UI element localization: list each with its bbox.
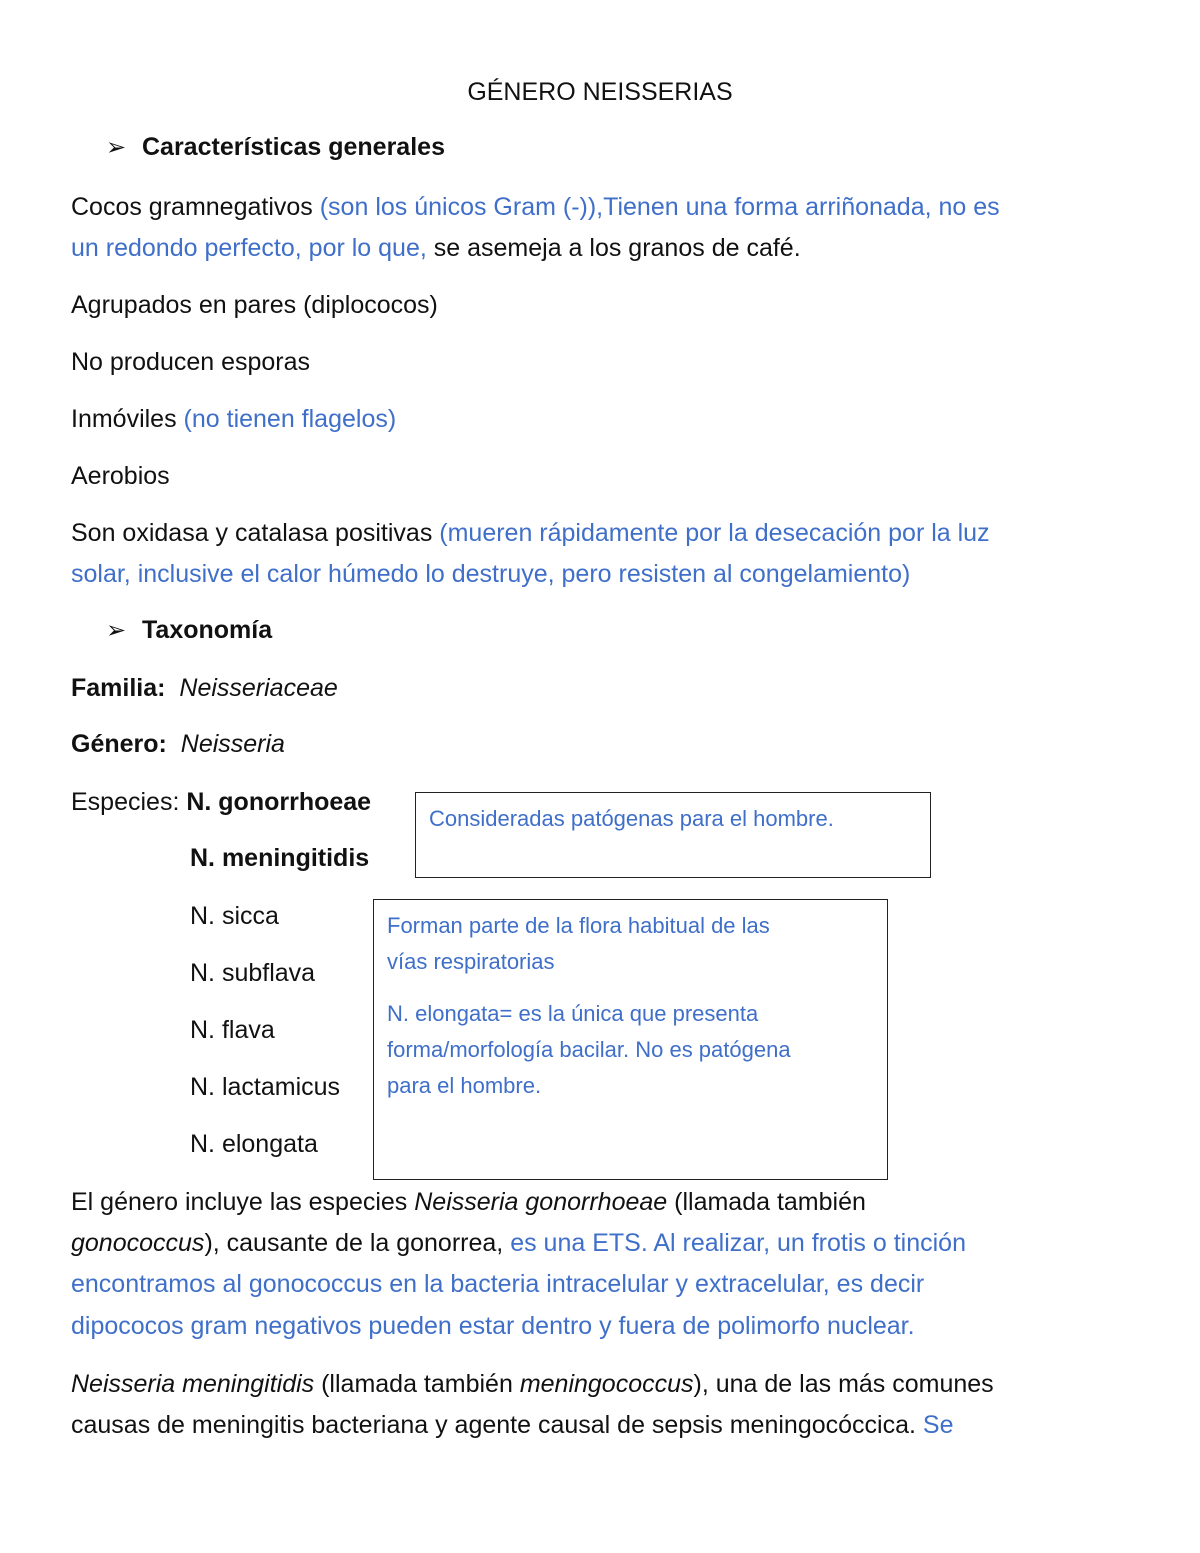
general-p3: No producen esporas <box>71 348 311 376</box>
species-item: N. sicca <box>190 902 279 930</box>
section-heading-general <box>106 133 445 162</box>
text-span: (llamada también <box>667 1188 866 1216</box>
text-span: (llamada también <box>314 1370 520 1398</box>
text-span: ), una de las más comunes <box>693 1370 994 1398</box>
familia-line <box>71 673 338 703</box>
meningo-line1 <box>71 1369 994 1399</box>
especies-line <box>71 787 371 817</box>
text-span: se asemeja a los granos de café. <box>426 234 801 262</box>
general-p1-line1 <box>71 192 1000 222</box>
note-span: es una ETS. Al realizar, un frotis o tinción <box>510 1229 966 1257</box>
note-box-flora-line: vías respiratorias <box>387 949 555 974</box>
general-p5: Aerobios <box>71 462 170 490</box>
note-box-flora-line: Forman parte de la flora habitual de las <box>387 913 770 938</box>
text-span: causas de meningitis bacteriana y agente causal de sepsis meningocóccica. <box>71 1411 923 1439</box>
genero-line <box>71 729 285 759</box>
general-p6-line1 <box>71 518 990 548</box>
note-box-flora-line: forma/morfología bacilar. No es patógena <box>387 1037 791 1062</box>
section-heading-taxonomy <box>106 616 272 645</box>
note-span: (mueren rápidamente por la desecación por la luz <box>439 519 990 547</box>
note-span: (no tienen flagelos) <box>183 405 397 433</box>
text-span: ), causante de la gonorrea, <box>204 1229 511 1257</box>
especies-label: Especies: <box>71 788 187 816</box>
text-span: El género incluye las especies <box>71 1188 415 1216</box>
species-item: N. lactamicus <box>190 1073 341 1101</box>
arrow-bullet-icon: ➢ <box>106 617 127 644</box>
species-name: gonococcus <box>71 1229 205 1257</box>
arrow-bullet-icon: ➢ <box>106 134 127 161</box>
species-item: N. flava <box>190 1016 275 1044</box>
familia-value: Neisseriaceae <box>179 674 338 702</box>
meningo-line2 <box>71 1410 953 1440</box>
general-p6-line2: solar, inclusive el calor húmedo lo destruye, pero resisten al congelamiento) <box>71 560 911 588</box>
gono-line1 <box>71 1187 866 1217</box>
note-box-pathogenic <box>415 792 931 878</box>
genero-value: Neisseria <box>180 730 285 758</box>
note-span: un redondo perfecto, por lo que, <box>71 234 427 262</box>
genero-label: Género: <box>71 730 167 758</box>
text-span: Son oxidasa y catalasa positivas <box>71 519 440 547</box>
text-span: Inmóviles <box>71 405 184 433</box>
species-item: N. meningitidis <box>190 844 370 872</box>
text-span: Cocos gramnegativos <box>71 193 320 221</box>
section-heading-taxonomy-text: Taxonomía <box>142 616 273 644</box>
species-item: N. subflava <box>190 959 316 987</box>
page-title: GÉNERO NEISSERIAS <box>467 78 733 106</box>
note-box-flora-line: N. elongata= es la única que presenta <box>387 1001 759 1026</box>
gono-line4: dipococos gram negativos pueden estar dentro y fuera de polimorfo nuclear. <box>71 1312 915 1340</box>
species-name: Neisseria meningitidis <box>71 1370 315 1398</box>
general-p1-line2 <box>71 233 801 263</box>
note-span: (son los únicos Gram (-)),Tienen una forma arriñonada, no es <box>319 193 1000 221</box>
note-box-pathogenic-text: Consideradas patógenas para el hombre. <box>429 806 834 831</box>
species-name: Neisseria gonorrhoeae <box>414 1188 668 1216</box>
species-item: N. elongata <box>190 1130 318 1158</box>
note-box-flora-line: para el hombre. <box>387 1073 542 1098</box>
familia-label: Familia: <box>71 674 166 702</box>
section-heading-general-text: Características generales <box>142 133 445 161</box>
general-p2: Agrupados en pares (diplococos) <box>71 291 438 319</box>
gono-line3: encontramos al gonococcus en la bacteria intracelular y extracelular, es decir <box>71 1270 925 1298</box>
species-item: N. gonorrhoeae <box>186 788 372 816</box>
note-box-flora <box>373 899 888 1180</box>
general-p4 <box>71 404 396 434</box>
species-name: meningococcus <box>519 1370 694 1398</box>
gono-line2 <box>71 1228 966 1258</box>
note-span: Se <box>922 1411 954 1439</box>
